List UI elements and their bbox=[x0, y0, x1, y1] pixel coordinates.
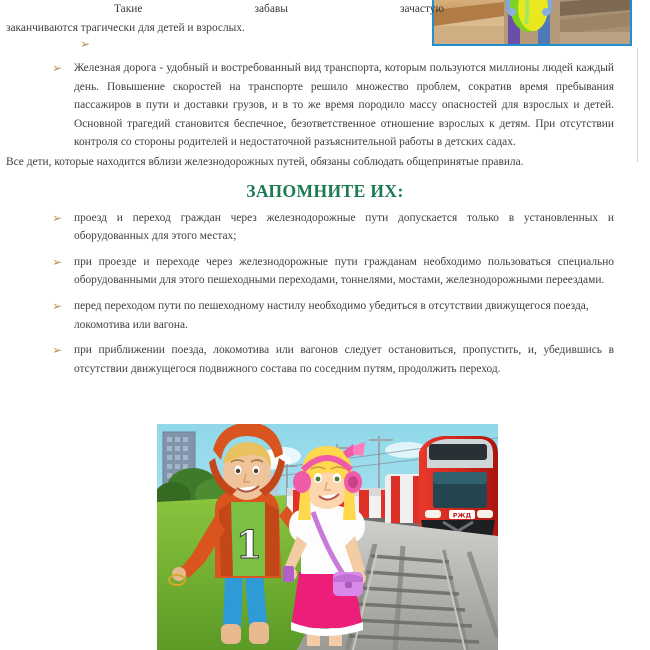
text-column bbox=[6, 0, 614, 378]
two-children-near-railway-illustration bbox=[157, 424, 498, 650]
arrow-bullet-icon: ➢ bbox=[52, 343, 63, 358]
intro-line-2: заканчиваются трагически для детей и взрослых. bbox=[6, 21, 245, 34]
remember-heading: ЗАПОМНИТЕ ИХ: bbox=[246, 180, 404, 201]
bullet-railway-text: Железная дорога - удобный и востребованный вид транспорта, которым пользуются миллионы людей каждый день. Повышение скоростей на транспорте решило множество проблем, сократив время пребывания пассажиров в пути и доставки грузов, и в то же время породило массу опасностей для взрослых и детей. Основной трагедий становится беспечное, безответственное отношение взрослых к детям. При отсутствии контроля со стороны родителей и недостаточной разъяснительной работы в детских садах. bbox=[74, 62, 614, 149]
rule-text: перед переходом пути по пешеходному настилу необходимо убедиться в отсутствии движущегося поезда, локомотива или вагона. bbox=[74, 299, 589, 331]
svg-text:1: 1 bbox=[235, 522, 263, 567]
page-right-rule bbox=[637, 48, 638, 162]
arrow-bullet-icon: ➢ bbox=[52, 210, 63, 225]
arrow-bullet-icon: ➢ bbox=[52, 298, 63, 313]
arrow-bullet-icon: ➢ bbox=[52, 61, 63, 75]
rule-item-2 bbox=[30, 253, 614, 290]
all-children-paragraph: Все дети, которые находится вблизи железнодорожных путей, обязаны соблюдать общепринятые правила. bbox=[6, 155, 524, 168]
rule-item-4 bbox=[30, 341, 614, 378]
svg-text:РЖД: РЖД bbox=[452, 511, 472, 520]
rule-item-3 bbox=[30, 297, 614, 334]
intro-line-1 bbox=[114, 0, 444, 19]
rule-item-1 bbox=[30, 209, 614, 246]
rule-text: проезд и переход граждан через железнодорожные пути допускается только в установленных и оборудованных для этого местах; bbox=[74, 211, 614, 243]
intro-word-1: Такие bbox=[114, 3, 143, 15]
illustration-canvas bbox=[157, 424, 498, 650]
rule-text: при приближении поезда, локомотива или вагонов следует остановиться, пропустить, и, убедившись в отсутствии движущегося подвижного состава по соседним путям, продолжить переход. bbox=[74, 344, 614, 375]
empty-bullet-row bbox=[36, 37, 614, 59]
rule-text: при проезде и переходе через железнодорожные пути гражданам необходимо пользоваться специально оборудованными для этого пешеходными переходами, тоннелями, мостами, железнодорожными переездами. bbox=[74, 255, 614, 287]
intro-word-3: зачастую bbox=[400, 3, 444, 15]
bullet-railway-paragraph bbox=[30, 59, 614, 152]
intro-word-2: забавы bbox=[254, 3, 288, 15]
arrow-bullet-icon: ➢ bbox=[52, 254, 63, 269]
arrow-bullet-icon: ➢ bbox=[80, 37, 91, 51]
